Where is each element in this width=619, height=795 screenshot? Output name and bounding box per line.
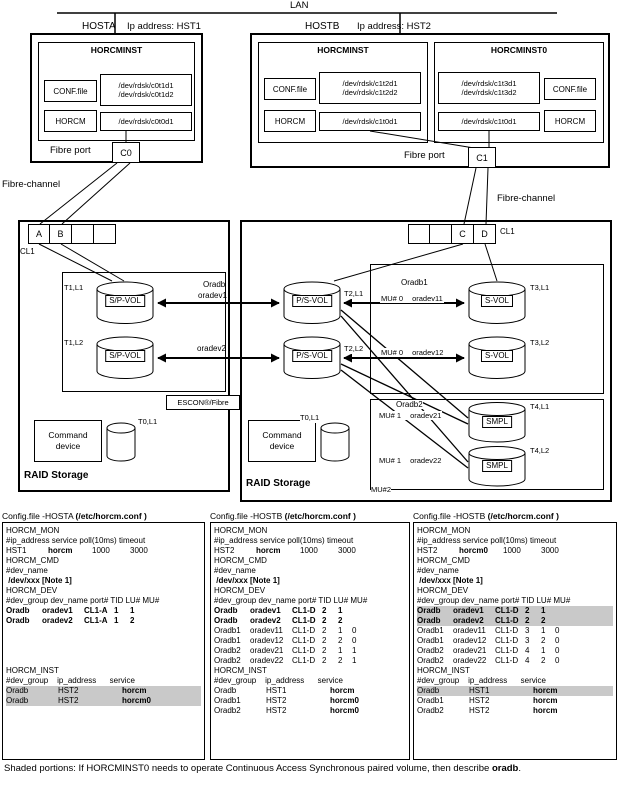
horcm-mon-header: HORCM_MON bbox=[417, 526, 471, 535]
command-device-cylinder bbox=[106, 422, 136, 462]
horcm-dev-header: HORCM_DEV bbox=[417, 586, 469, 595]
hostb-inst1-devices-box bbox=[319, 72, 421, 104]
config-title-app: Config.file -HOSTB bbox=[413, 511, 488, 521]
pair-dev1-label: oradev1 bbox=[198, 291, 227, 300]
volume-label: S/P-VOL bbox=[105, 295, 145, 307]
cmd-comment: #dev_name bbox=[6, 566, 48, 575]
config-inst-row: Oradb HST2 horcm0 bbox=[6, 696, 201, 706]
horcm-mon-header: HORCM_MON bbox=[214, 526, 268, 535]
device-path: /dev/rdsk/c1t2d2 bbox=[342, 88, 398, 97]
config-inst-row: Oradb1 HST2 horcm0 bbox=[214, 696, 359, 705]
config-dev-row: Oradb1 oradev11 CL1-D 3 1 0 bbox=[417, 626, 560, 635]
config-dev-row: Oradb1 oradev11 CL1-D 2 1 0 bbox=[214, 626, 357, 635]
fibre-channel-left-label: Fibre-channel bbox=[2, 179, 61, 190]
config-dev-row: Oradb2 oradev22 CL1-D 4 2 0 bbox=[417, 656, 560, 665]
config-title-app: Config.file -HOSTB bbox=[210, 511, 285, 521]
config-dev-row: Oradb oradev1 CL1-D 2 1 bbox=[214, 606, 343, 615]
hosta-title: HOSTA bbox=[82, 21, 116, 32]
hostb-horcminst-title: HORCMINST bbox=[317, 45, 369, 55]
mu-number: MU# 0 bbox=[381, 348, 404, 357]
mon-comment: #ip_address service poll(10ms) timeout bbox=[214, 536, 354, 545]
mon-comment: #ip_address service poll(10ms) timeout bbox=[417, 536, 557, 545]
dev-comment: #dev_group dev_name port# TID LU# MU# bbox=[214, 596, 368, 605]
inst-rows bbox=[6, 686, 201, 706]
dev-comment: #dev_group dev_name port# TID LU# MU# bbox=[417, 596, 571, 605]
config-dev-row: Oradb oradev1 CL1-D 2 1 bbox=[417, 606, 613, 616]
cmd-value: /dev/xxx [Note 1] bbox=[6, 576, 72, 585]
volume-label: S/P-VOL bbox=[105, 350, 145, 362]
device-path: /dev/rdsk/c1t3d2 bbox=[461, 88, 517, 97]
fc-port-cell: D bbox=[474, 224, 496, 244]
fc-port-cell bbox=[408, 224, 430, 244]
inst-rows bbox=[417, 686, 613, 716]
note-bold: oradb bbox=[491, 763, 519, 774]
device-path: /dev/rdsk/c1t2d1 bbox=[342, 79, 398, 88]
inst-comment: #dev_group ip_address service bbox=[214, 676, 343, 685]
hostb-inst2-devices-box bbox=[438, 72, 540, 104]
tid-label: T1,L1 bbox=[64, 283, 84, 292]
dev-rows bbox=[214, 606, 406, 666]
config-hosta-box bbox=[2, 522, 205, 760]
mu-number: MU# 0 bbox=[381, 294, 404, 303]
hostb-inst1-conf-file-box: CONF.file bbox=[264, 78, 316, 100]
raid-right-cl1-label: CL1 bbox=[500, 227, 515, 236]
dev-rows bbox=[6, 606, 201, 626]
volume-sp-vol-1 bbox=[96, 281, 154, 325]
horcm-inst-header: HORCM_INST bbox=[417, 666, 470, 675]
fc-port-cell: B bbox=[50, 224, 72, 244]
oradb1-label: Oradb1 bbox=[401, 278, 428, 287]
hosta-horcminst-title: HORCMINST bbox=[90, 45, 143, 55]
hosta-horcm-box: HORCM bbox=[44, 110, 97, 132]
raid-right-ports bbox=[408, 224, 496, 244]
dev-name: oradev12 bbox=[412, 348, 444, 357]
tid-label: T4,L1 bbox=[530, 402, 550, 411]
mu-dev-label bbox=[380, 348, 444, 357]
cmd-value: /dev/xxx [Note 1] bbox=[417, 576, 483, 585]
mon-row: HST2 horcm0 1000 3000 bbox=[417, 546, 559, 555]
hosta-cmddev-path-box: /dev/rdsk/c0t0d1 bbox=[100, 112, 192, 131]
raid-left-ports bbox=[28, 224, 116, 244]
note-suffix: . bbox=[518, 763, 521, 774]
volume-label: S-VOL bbox=[481, 295, 513, 307]
tid-label: T3,L2 bbox=[530, 338, 550, 347]
hostb-inst2-cmddev-path-box: /dev/rdsk/c1t0d1 bbox=[438, 112, 540, 131]
volume-s-vol-1 bbox=[468, 281, 526, 325]
note-text: Shaded portions: If HORCMINST0 needs to operate Continuous Access Synchronous paired volume, then describe bbox=[4, 763, 492, 774]
hostb-inst2-conf-file-box: CONF.file bbox=[544, 78, 596, 100]
lan-label: LAN bbox=[290, 0, 309, 11]
volume-label: SMPL bbox=[482, 460, 512, 472]
hostb-ip-label: Ip address: HST2 bbox=[357, 21, 431, 32]
mu-dev-label bbox=[378, 411, 442, 420]
config-title-app: Config.file -HOSTA bbox=[2, 511, 76, 521]
tid-label: T2,L2 bbox=[344, 344, 364, 353]
dev-name: oradev11 bbox=[412, 294, 443, 303]
hosta-port-c0: C0 bbox=[112, 142, 140, 163]
hostb-inst1-cmddev-path-box: /dev/rdsk/c1t0d1 bbox=[319, 112, 421, 131]
fc-port-cell bbox=[72, 224, 94, 244]
inst-comment: #dev_group ip_address service bbox=[6, 676, 135, 685]
inst-rows bbox=[214, 686, 406, 716]
pair-dev2-label: oradev2 bbox=[197, 344, 226, 353]
config-hostb2-box bbox=[413, 522, 617, 760]
shaded-portions-note bbox=[4, 763, 614, 775]
hostb-horcminst0-title: HORCMINST0 bbox=[490, 45, 548, 55]
raid-left-title: RAID Storage bbox=[24, 470, 89, 481]
cmd-value: /dev/xxx [Note 1] bbox=[214, 576, 280, 585]
mu-dev-label bbox=[380, 294, 444, 303]
hostb-inst1-horcm-box: HORCM bbox=[264, 110, 316, 132]
mon-row: HST2 horcm 1000 3000 bbox=[214, 546, 356, 555]
horcm-inst-header: HORCM_INST bbox=[214, 666, 267, 675]
cmd-comment: #dev_name bbox=[417, 566, 459, 575]
tid-label: T0,L1 bbox=[138, 417, 158, 426]
raid-left-command-device-box: Command device bbox=[34, 420, 102, 462]
volume-label: P/S-VOL bbox=[292, 295, 332, 307]
command-device-cylinder bbox=[320, 422, 350, 462]
volume-sp-vol-2 bbox=[96, 336, 154, 380]
config-dev-row: Oradb oradev2 CL1-D 2 2 bbox=[417, 616, 613, 626]
tid-label: T2,L1 bbox=[344, 289, 364, 298]
hosta-fibre-port-label: Fibre port bbox=[50, 145, 91, 156]
config-hostb1-title bbox=[210, 511, 356, 521]
hostb-fibre-port-label: Fibre port bbox=[404, 150, 445, 161]
mon-comment: #ip_address service poll(10ms) timeout bbox=[6, 536, 146, 545]
config-title-path: (/etc/horcm.conf ) bbox=[284, 511, 356, 521]
config-inst-row: Oradb1 HST2 horcm bbox=[417, 696, 558, 705]
hostb-inst2-horcm-box: HORCM bbox=[544, 110, 596, 132]
config-inst-row: Oradb HST1 horcm bbox=[214, 686, 355, 695]
cmd-comment: #dev_name bbox=[214, 566, 256, 575]
dev-rows bbox=[417, 606, 613, 666]
cylinder-icon bbox=[106, 422, 136, 462]
hostb-title: HOSTB bbox=[305, 21, 340, 32]
fc-port-cell: A bbox=[28, 224, 50, 244]
raid-right-command-device-box: Command device bbox=[248, 420, 316, 462]
mu-number: MU# 1 bbox=[379, 411, 402, 420]
fc-port-cell: C bbox=[452, 224, 474, 244]
config-inst-row: Oradb2 HST2 horcm bbox=[417, 706, 558, 715]
volume-smpl-1 bbox=[468, 402, 526, 446]
config-dev-row: Oradb2 oradev22 CL1-D 2 2 1 bbox=[214, 656, 357, 665]
config-inst-row: Oradb2 HST2 horcm0 bbox=[214, 706, 359, 715]
fibre-channel-right-label: Fibre-channel bbox=[497, 193, 556, 204]
volume-label: SMPL bbox=[482, 416, 512, 428]
hosta-conf-file-box: CONF.file bbox=[44, 80, 97, 102]
config-dev-row: Oradb2 oradev21 CL1-D 4 1 0 bbox=[417, 646, 560, 655]
config-dev-row: Oradb1 oradev12 CL1-D 3 2 0 bbox=[417, 636, 560, 645]
horcm-inst-header: HORCM_INST bbox=[6, 666, 59, 675]
horcm-mon-header: HORCM_MON bbox=[6, 526, 60, 535]
config-dev-row: Oradb oradev1 CL1-A 1 1 bbox=[6, 606, 135, 615]
volume-label: S-VOL bbox=[481, 350, 513, 362]
device-path: /dev/rdsk/c0t1d2 bbox=[118, 90, 174, 99]
config-dev-row: Oradb oradev2 CL1-D 2 2 bbox=[214, 616, 343, 625]
config-dev-row: Oradb2 oradev21 CL1-D 2 1 1 bbox=[214, 646, 357, 655]
raid-left-cl1-label: CL1 bbox=[20, 247, 35, 256]
oradb2-label: Oradb2 bbox=[396, 400, 423, 409]
horcm-cmd-header: HORCM_CMD bbox=[6, 556, 59, 565]
config-inst-row: Oradb HST1 horcm bbox=[417, 686, 613, 696]
volume-smpl-2 bbox=[468, 446, 526, 490]
volume-ps-vol-1 bbox=[283, 281, 341, 325]
escon-fibre-label: ESCON®/Fibre bbox=[166, 395, 240, 410]
horcm-dev-header: HORCM_DEV bbox=[6, 586, 58, 595]
dev-comment: #dev_group dev_name port# TID LU# MU# bbox=[6, 596, 160, 605]
horcm-dev-header: HORCM_DEV bbox=[214, 586, 266, 595]
pair-group-label: Oradb bbox=[203, 280, 226, 289]
mon-row: HST1 horcm 1000 3000 bbox=[6, 546, 148, 555]
volume-ps-vol-2 bbox=[283, 336, 341, 380]
config-hosta-title bbox=[2, 511, 147, 521]
volume-label: P/S-VOL bbox=[292, 350, 332, 362]
hosta-devices-box bbox=[100, 74, 192, 106]
horcm-cmd-header: HORCM_CMD bbox=[214, 556, 267, 565]
config-title-path: (/etc/horcm.conf ) bbox=[75, 511, 147, 521]
config-dev-row: Oradb oradev2 CL1-A 1 2 bbox=[6, 616, 135, 625]
config-dev-row: Oradb1 oradev12 CL1-D 2 2 0 bbox=[214, 636, 357, 645]
config-inst-row: Oradb HST2 horcm bbox=[6, 686, 201, 696]
spacer bbox=[6, 626, 201, 666]
mu-dev-label bbox=[378, 456, 442, 465]
config-hostb2-title bbox=[413, 511, 559, 521]
inst-comment: #dev_group ip_address service bbox=[417, 676, 546, 685]
config-title-path: (/etc/horcm.conf ) bbox=[487, 511, 559, 521]
tid-label: T1,L2 bbox=[64, 338, 84, 347]
hosta-ip-label: Ip address: HST1 bbox=[127, 21, 201, 32]
device-path: /dev/rdsk/c1t3d1 bbox=[461, 79, 517, 88]
dev-name: oradev21 bbox=[410, 411, 442, 420]
horcm-cmd-header: HORCM_CMD bbox=[417, 556, 470, 565]
tid-label: T3,L1 bbox=[530, 283, 550, 292]
mu-number: MU# 1 bbox=[379, 456, 402, 465]
raid-right-title: RAID Storage bbox=[246, 478, 311, 489]
device-path: /dev/rdsk/c0t1d1 bbox=[118, 81, 174, 90]
tid-label: T4,L2 bbox=[530, 446, 550, 455]
tid-label: T0,L1 bbox=[300, 413, 320, 422]
dev-name: oradev22 bbox=[410, 456, 442, 465]
cylinder-icon bbox=[320, 422, 350, 462]
volume-s-vol-2 bbox=[468, 336, 526, 380]
hostb-port-c1: C1 bbox=[468, 147, 496, 168]
fc-port-cell bbox=[94, 224, 116, 244]
config-hostb1-box bbox=[210, 522, 410, 760]
mu2-label: MU#2 bbox=[371, 485, 392, 494]
fc-port-cell bbox=[430, 224, 452, 244]
